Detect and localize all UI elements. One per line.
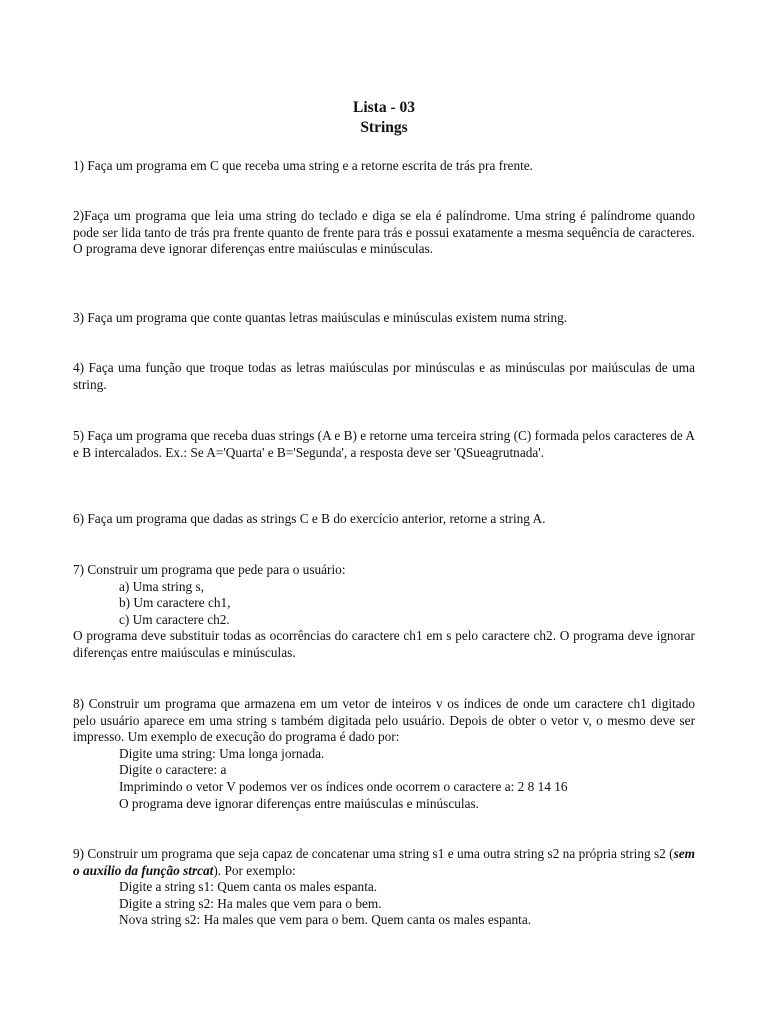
question-8-example-line-2: Digite o caractere: a <box>119 762 227 778</box>
question-9-emphasis: sem o auxílio da função strcat <box>73 846 695 878</box>
question-9-example-line-3: Nova string s2: Ha males que vem para o bem. Quem canta os males espanta. <box>119 912 532 928</box>
question-5-text: 5) Faça um programa que receba duas strings (A e B) e retorne uma terceira string (C) formada pelos caracteres de A e B intercalados. Ex.: Se A='Quarta' e B='Segunda', a resposta deve ser 'QSueagrutnada'. <box>73 428 695 460</box>
question-6-text: 6) Faça um programa que dadas as strings C e B do exercício anterior, retorne a string A. <box>73 511 546 526</box>
question-3-text: 3) Faça um programa que conte quantas letras maiúsculas e minúsculas existem numa string. <box>73 310 568 325</box>
question-9 <box>73 846 695 929</box>
question-3 <box>73 310 695 327</box>
question-9-text <box>73 846 695 879</box>
document-title: Lista - 03 <box>353 99 415 116</box>
question-7-intro: 7) Construir um programa que pede para o usuário: <box>73 562 346 577</box>
question-8-example-line-4: O programa deve ignorar diferenças entre maiúsculas e minúsculas. <box>119 795 479 811</box>
question-7-item-b: b) Um caractere ch1, <box>119 595 231 611</box>
question-2-text: 2)Faça um programa que leia uma string do teclado e diga se ela é palíndrome. Uma string é palíndrome quando pode ser lida tanto de trás pra frente quanto de frente para trás e possui exatamente a mesma sequência de caracteres. O programa deve ignorar diferenças entre maiúsculas e minúsculas. <box>73 208 695 257</box>
document-subtitle: Strings <box>360 119 408 136</box>
question-7-item-a: a) Uma string s, <box>119 578 204 594</box>
question-9-example-line-1: Digite a string s1: Quem canta os males espanta. <box>119 879 378 895</box>
question-9-example-line-2: Digite a string s2: Ha males que vem para o bem. <box>119 895 382 911</box>
question-6 <box>73 511 695 528</box>
document-header <box>73 98 695 144</box>
question-1 <box>73 158 695 175</box>
question-9-text-before: 9) Construir um programa que seja capaz de concatenar uma string s1 e uma outra string s2 na própria string s2 ( <box>73 846 674 861</box>
question-2 <box>73 208 695 258</box>
question-4-text: 4) Faça uma função que troque todas as letras maiúsculas por minúsculas e as minúsculas por maiúsculas de uma string. <box>73 360 695 392</box>
question-8 <box>73 696 695 812</box>
question-8-example-line-3: Imprimindo o vetor V podemos ver os índices onde ocorrem o caractere a: 2 8 14 16 <box>119 778 568 794</box>
question-5 <box>73 428 695 461</box>
question-1-text: 1) Faça um programa em C que receba uma string e a retorne escrita de trás pra frente. <box>73 158 534 173</box>
question-8-example-line-1: Digite uma string: Uma longa jornada. <box>119 745 325 761</box>
question-7-text: O programa deve substituir todas as ocorrências do caractere ch1 em s pelo caractere ch2. O programa deve ignorar diferenças entre maiúsculas e minúsculas. <box>73 628 695 660</box>
question-7 <box>73 562 695 662</box>
question-4 <box>73 360 695 393</box>
question-8-text: 8) Construir um programa que armazena em um vetor de inteiros v os índices de onde um caractere ch1 digitado pelo usuário aparece em uma string s também digitada pelo usuário. Depois de obter o vetor v, o mesmo deve ser impresso. Um exemplo de execução do programa é dado por: <box>73 696 695 745</box>
question-9-text-after: ). Por exemplo: <box>213 862 296 878</box>
question-7-item-c: c) Um caractere ch2. <box>119 611 230 627</box>
